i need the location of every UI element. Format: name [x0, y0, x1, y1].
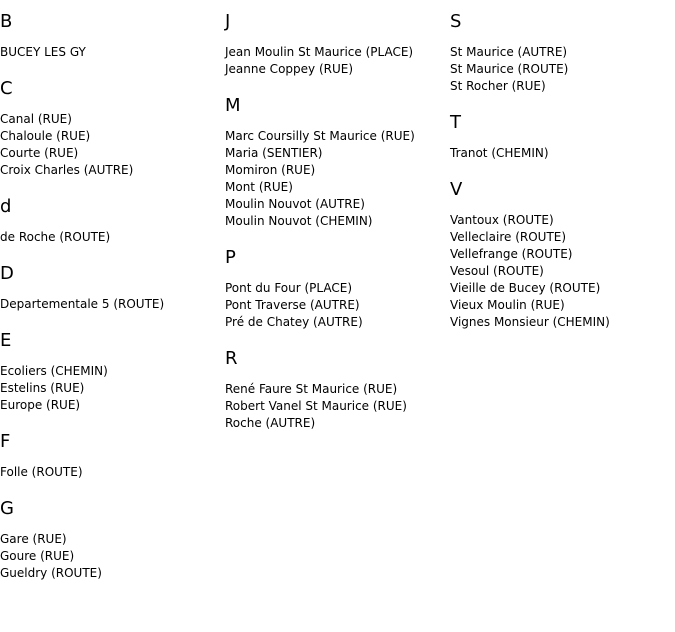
- street-link[interactable]: Vieux Moulin (RUE): [450, 298, 565, 312]
- street-link[interactable]: Moulin Nouvot (CHEMIN): [225, 214, 373, 228]
- street-link[interactable]: Jean Moulin St Maurice (PLACE): [225, 45, 414, 59]
- street-link[interactable]: Moulin Nouvot (AUTRE): [225, 197, 365, 211]
- street-list-item: [450, 263, 675, 280]
- section-letter-heading: P: [225, 247, 236, 268]
- street-list-item: [225, 162, 450, 179]
- street-list-item: [0, 296, 225, 313]
- street-list: [0, 44, 225, 61]
- street-list: [450, 145, 675, 162]
- letter-section: [225, 10, 450, 78]
- street-link[interactable]: Canal (RUE): [0, 112, 72, 126]
- letter-section: [0, 497, 225, 582]
- street-list: [225, 280, 450, 331]
- section-letter-heading: E: [0, 330, 12, 351]
- letter-section: [225, 347, 450, 432]
- section-letter-heading: F: [0, 431, 11, 452]
- street-link[interactable]: Pré de Chatey (AUTRE): [225, 315, 363, 329]
- street-link[interactable]: Tranot (CHEMIN): [450, 146, 549, 160]
- street-link[interactable]: Pont Traverse (AUTRE): [225, 298, 360, 312]
- street-list: [450, 212, 675, 331]
- street-list-item: [450, 61, 675, 78]
- street-list-item: [0, 397, 225, 414]
- street-list-item: [225, 61, 450, 78]
- letter-section: [225, 246, 450, 331]
- street-link[interactable]: St Maurice (ROUTE): [450, 62, 569, 76]
- street-list-item: [0, 111, 225, 128]
- street-list-item: [225, 381, 450, 398]
- street-list: [450, 44, 675, 95]
- street-list-item: [450, 145, 675, 162]
- street-link[interactable]: Vieille de Bucey (ROUTE): [450, 281, 601, 295]
- street-link[interactable]: Croix Charles (AUTRE): [0, 163, 134, 177]
- section-letter-heading: C: [0, 78, 13, 99]
- street-link[interactable]: Maria (SENTIER): [225, 146, 323, 160]
- street-list-item: [225, 314, 450, 331]
- street-link[interactable]: Estelins (RUE): [0, 381, 85, 395]
- street-list-item: [0, 565, 225, 582]
- letter-section: [450, 10, 675, 95]
- letter-section: [450, 111, 675, 162]
- letter-section: [0, 262, 225, 313]
- street-link[interactable]: Chaloule (RUE): [0, 129, 91, 143]
- street-index-column-3: [450, 10, 675, 347]
- street-link[interactable]: Vignes Monsieur (CHEMIN): [450, 315, 610, 329]
- street-list-item: [0, 363, 225, 380]
- street-list-item: [225, 280, 450, 297]
- letter-section: [0, 10, 225, 61]
- street-list-item: [0, 162, 225, 179]
- street-list-item: [0, 145, 225, 162]
- street-list-item: [450, 297, 675, 314]
- street-list-item: [225, 398, 450, 415]
- street-list-item: [0, 464, 225, 481]
- street-link[interactable]: Goure (RUE): [0, 549, 75, 563]
- street-list-item: [450, 78, 675, 95]
- street-list-item: [0, 548, 225, 565]
- street-list-item: [450, 229, 675, 246]
- letter-section: [0, 77, 225, 179]
- street-link[interactable]: Velleclaire (ROUTE): [450, 230, 567, 244]
- street-link[interactable]: René Faure St Maurice (RUE): [225, 382, 398, 396]
- street-list-item: [225, 297, 450, 314]
- street-list: [0, 531, 225, 582]
- section-letter-heading: V: [450, 179, 463, 200]
- street-link[interactable]: St Rocher (RUE): [450, 79, 546, 93]
- section-letter-heading: J: [225, 11, 231, 32]
- street-link[interactable]: Gueldry (ROUTE): [0, 566, 102, 580]
- street-link[interactable]: Folle (ROUTE): [0, 465, 83, 479]
- street-list-item: [225, 415, 450, 432]
- street-link[interactable]: Europe (RUE): [0, 398, 81, 412]
- street-link[interactable]: Vellefrange (ROUTE): [450, 247, 573, 261]
- street-list-item: [0, 531, 225, 548]
- street-list: [0, 111, 225, 179]
- street-link[interactable]: Jeanne Coppey (RUE): [225, 62, 354, 76]
- street-list-item: [225, 128, 450, 145]
- street-link[interactable]: Marc Coursilly St Maurice (RUE): [225, 129, 415, 143]
- street-link[interactable]: St Maurice (AUTRE): [450, 45, 568, 59]
- street-list: [0, 296, 225, 313]
- section-letter-heading: M: [225, 95, 241, 116]
- street-list: [225, 381, 450, 432]
- street-link[interactable]: Gare (RUE): [0, 532, 67, 546]
- street-list-item: [225, 179, 450, 196]
- street-link[interactable]: Robert Vanel St Maurice (RUE): [225, 399, 407, 413]
- street-list-item: [0, 380, 225, 397]
- street-link[interactable]: Vantoux (ROUTE): [450, 213, 554, 227]
- street-list: [225, 128, 450, 230]
- street-link[interactable]: Roche (AUTRE): [225, 416, 316, 430]
- street-link[interactable]: Vesoul (ROUTE): [450, 264, 544, 278]
- street-link[interactable]: Departementale 5 (ROUTE): [0, 297, 165, 311]
- street-list: [0, 229, 225, 246]
- street-list-item: [450, 246, 675, 263]
- street-link[interactable]: de Roche (ROUTE): [0, 230, 111, 244]
- street-list-item: [450, 314, 675, 331]
- section-letter-heading: d: [0, 196, 12, 217]
- letter-section: [225, 94, 450, 230]
- street-index-column-2: [225, 10, 450, 448]
- street-link[interactable]: Courte (RUE): [0, 146, 79, 160]
- letter-section: [0, 430, 225, 481]
- section-letter-heading: B: [0, 11, 13, 32]
- section-letter-heading: G: [0, 498, 14, 519]
- street-list: [225, 44, 450, 78]
- letter-section: [0, 195, 225, 246]
- street-list-item: [450, 212, 675, 229]
- section-letter-heading: R: [225, 348, 238, 369]
- street-link[interactable]: Ecoliers (CHEMIN): [0, 364, 108, 378]
- street-link[interactable]: Mont (RUE): [225, 180, 293, 194]
- street-index-column-1: [0, 10, 225, 598]
- street-link[interactable]: Pont du Four (PLACE): [225, 281, 353, 295]
- street-list-item: [225, 145, 450, 162]
- street-list: [0, 464, 225, 481]
- section-letter-heading: T: [450, 112, 461, 133]
- street-list-item: [450, 44, 675, 61]
- street-list-item: [225, 196, 450, 213]
- section-letter-heading: S: [450, 11, 462, 32]
- street-list-item: [225, 213, 450, 230]
- street-list-item: [0, 229, 225, 246]
- street-link[interactable]: Momiron (RUE): [225, 163, 316, 177]
- street-list: [0, 363, 225, 414]
- street-list-item: [225, 44, 450, 61]
- street-link[interactable]: BUCEY LES GY: [0, 45, 86, 59]
- letter-section: [450, 178, 675, 331]
- street-list-item: [0, 128, 225, 145]
- section-letter-heading: D: [0, 263, 14, 284]
- street-list-item: [450, 280, 675, 297]
- street-list-item: [0, 44, 225, 61]
- letter-section: [0, 329, 225, 414]
